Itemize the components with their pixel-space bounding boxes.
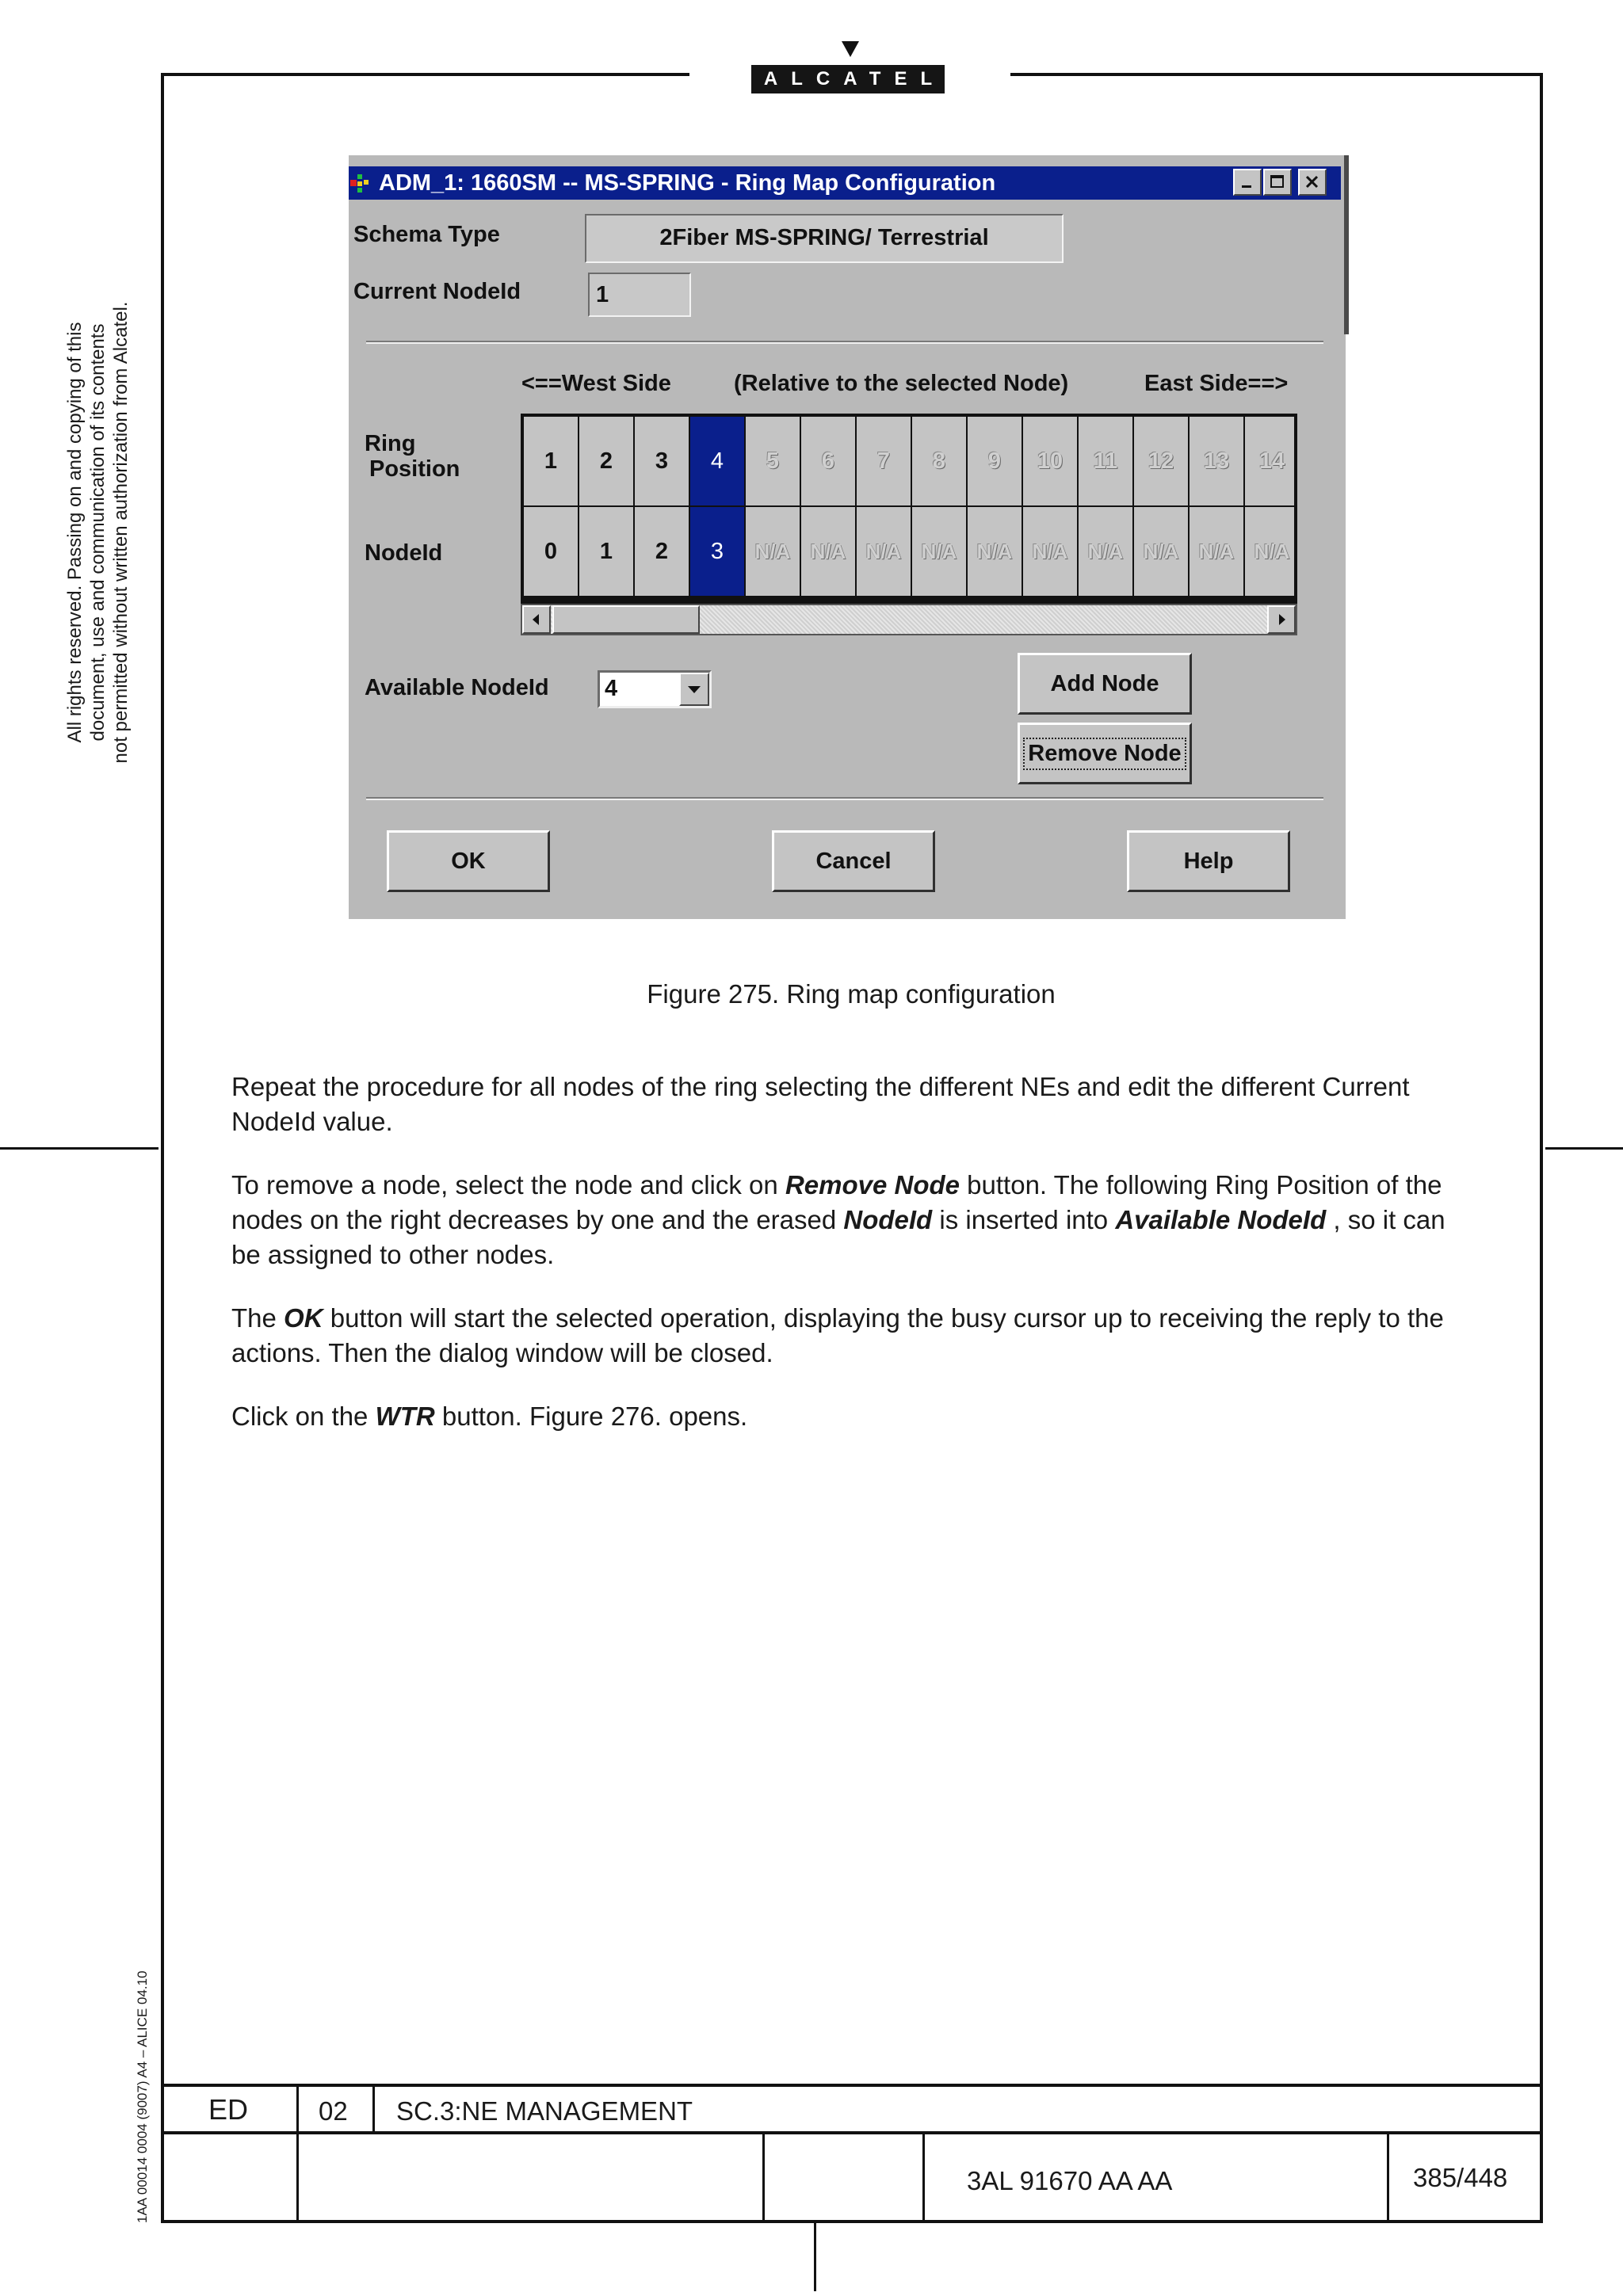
ring-position-cell[interactable]: 2 (579, 417, 633, 505)
ring-position-cell[interactable]: 3 (635, 417, 689, 505)
current-nodeid-field[interactable]: 1 (588, 273, 691, 317)
arrow-left-icon (524, 607, 549, 632)
page-frame-top-left (161, 73, 689, 76)
maximize-icon (1270, 174, 1285, 190)
separator-top (366, 341, 1323, 344)
copyright-line-1: All rights reserved. Passing on and copying of this (64, 322, 86, 743)
current-nodeid-label: Current NodeId (353, 279, 521, 304)
nodeid-cell[interactable]: 3 (690, 507, 744, 596)
dropdown-button[interactable] (679, 673, 709, 706)
p2-text-c: button. The following Ring Position of the nodes on the right decreases by one and the erased (231, 1170, 1442, 1234)
nodeid-cell[interactable]: 0 (524, 507, 578, 596)
minimize-icon (1239, 174, 1255, 190)
paragraph-4 (231, 1399, 1472, 1434)
footer-ed-label: ED (208, 2093, 249, 2126)
p4-text-c: button. Figure 276. opens. (434, 1402, 748, 1431)
ring-position-cell[interactable]: 4 (690, 417, 744, 505)
p2-remove-node: Remove Node (785, 1170, 960, 1199)
nodeid-cell[interactable]: N/A (968, 507, 1022, 596)
footer-line-middle (161, 2131, 1543, 2134)
close-icon (1304, 174, 1320, 190)
footer-divider-5 (1387, 2131, 1389, 2223)
available-nodeid-value: 4 (605, 676, 618, 701)
ring-position-row-label (365, 431, 460, 482)
west-side-label: <==West Side (521, 371, 671, 396)
alcatel-logo: ALCATEL (751, 65, 945, 93)
nodeid-cell[interactable]: 1 (579, 507, 633, 596)
chevron-down-icon (681, 674, 708, 704)
footer-edition: 02 (319, 2096, 348, 2126)
footer-page-number: 385/448 (1413, 2163, 1508, 2192)
ring-position-cell[interactable]: 7 (857, 417, 911, 505)
minimize-button[interactable] (1233, 169, 1262, 196)
nodeid-row-label: NodeId (365, 540, 443, 566)
nodeid-cell[interactable]: N/A (1079, 507, 1132, 596)
ring-position-cell[interactable]: 14 (1245, 417, 1297, 505)
ring-position-cell[interactable]: 13 (1190, 417, 1243, 505)
page-frame-top-right (1010, 73, 1543, 76)
ring-map-scrollbar[interactable] (521, 604, 1297, 635)
nodeid-cell[interactable]: N/A (912, 507, 966, 596)
nodeid-cell[interactable]: 2 (635, 507, 689, 596)
p2-text-a: To remove a node, select the node and click on (231, 1170, 785, 1199)
footer-line-top (161, 2084, 1543, 2087)
document-template-code: 1AA 00014 0004 (9007) A4 – ALICE 04.10 (135, 1970, 150, 2223)
nodeid-cell[interactable]: N/A (746, 507, 800, 596)
paragraph-3 (231, 1301, 1472, 1371)
page-frame-right (1540, 73, 1543, 2223)
copyright-line-2: document, use and communication of its contents (87, 323, 109, 742)
p4-text-a: Click on the (231, 1402, 376, 1431)
fold-mark-left (0, 1147, 158, 1150)
available-nodeid-label: Available NodeId (365, 675, 549, 700)
ring-position-cell[interactable]: 5 (746, 417, 800, 505)
footer-divider-3 (762, 2131, 765, 2223)
schema-type-label: Schema Type (353, 222, 500, 247)
ring-position-cell[interactable]: 11 (1079, 417, 1132, 505)
p2-nodeid: NodeId (843, 1205, 933, 1234)
paragraph-2 (231, 1168, 1472, 1272)
ring-position-cell[interactable]: 6 (801, 417, 855, 505)
dialog-title: ADM_1: 1660SM -- MS-SPRING - Ring Map Configuration (379, 170, 996, 196)
footer-divider-4 (922, 2131, 925, 2223)
available-nodeid-select[interactable] (598, 670, 712, 708)
p2-text-g: , so it can be assigned to other nodes. (231, 1205, 1445, 1269)
figure-caption: Figure 275. Ring map configuration (647, 979, 1056, 1009)
remove-node-button[interactable] (1018, 723, 1192, 784)
p3-text-c: button will start the selected operation, displaying the busy cursor up to receiving the reply to the actions. Then the dialog window will be closed. (231, 1303, 1444, 1367)
ring-position-cell[interactable]: 10 (1023, 417, 1077, 505)
help-button[interactable]: Help (1127, 830, 1290, 892)
footer-divider-2 (372, 2084, 375, 2133)
p4-wtr: WTR (375, 1402, 435, 1431)
ok-button[interactable]: OK (387, 830, 550, 892)
p3-text-a: The (231, 1303, 285, 1333)
relative-label: (Relative to the selected Node) (734, 371, 1069, 396)
p2-available-nodeid: Available NodeId (1115, 1205, 1327, 1234)
nodeid-cell[interactable]: N/A (1190, 507, 1243, 596)
scroll-right-button[interactable] (1267, 605, 1296, 634)
ring-position-label-line-1: Ring (365, 431, 416, 456)
page-frame-left (161, 73, 164, 2223)
ring-position-cell[interactable]: 8 (912, 417, 966, 505)
separator-bottom (366, 797, 1323, 800)
footer-section: SC.3:NE MANAGEMENT (396, 2096, 693, 2126)
ring-map-grid (521, 414, 1297, 605)
footer-doc-code: 3AL 91670 AA AA (967, 2166, 1173, 2195)
maximize-button[interactable] (1263, 169, 1292, 196)
nodeid-cell[interactable]: N/A (1245, 507, 1297, 596)
copyright-notice (63, 263, 132, 802)
nodeid-cell[interactable]: N/A (1134, 507, 1188, 596)
fold-mark-right (1545, 1147, 1623, 1150)
app-icon (350, 173, 369, 193)
remove-node-label: Remove Node (1023, 738, 1186, 770)
logo-arrow-icon (842, 41, 859, 57)
p2-text-e: is inserted into (932, 1205, 1116, 1234)
add-node-button[interactable]: Add Node (1018, 653, 1192, 715)
dialog-shadow (1344, 155, 1349, 334)
ring-position-cell[interactable]: 1 (524, 417, 578, 505)
copyright-line-3: not permitted without written authorization from Alcatel. (110, 301, 132, 764)
schema-type-field: 2Fiber MS-SPRING/ Terrestrial (585, 214, 1064, 263)
ring-position-cell[interactable]: 12 (1134, 417, 1188, 505)
ring-position-cell[interactable]: 9 (968, 417, 1022, 505)
fold-mark-bottom (814, 2223, 816, 2291)
east-side-label: East Side==> (1144, 371, 1289, 396)
cancel-button[interactable]: Cancel (772, 830, 935, 892)
scroll-left-button[interactable] (522, 605, 551, 634)
paragraph-1: Repeat the procedure for all nodes of the ring selecting the different NEs and edit the different Current NodeId value. (231, 1072, 1410, 1136)
footer-line-bottom (161, 2220, 1543, 2223)
footer-divider-1 (296, 2084, 299, 2223)
arrow-right-icon (1269, 607, 1294, 632)
nodeid-cell[interactable]: N/A (1023, 507, 1077, 596)
ring-position-label-line-2: Position (369, 456, 460, 482)
nodeid-cell[interactable]: N/A (857, 507, 911, 596)
nodeid-cell[interactable]: N/A (801, 507, 855, 596)
scroll-thumb[interactable] (552, 605, 700, 634)
p3-ok: OK (284, 1303, 323, 1333)
close-button[interactable] (1298, 169, 1327, 196)
